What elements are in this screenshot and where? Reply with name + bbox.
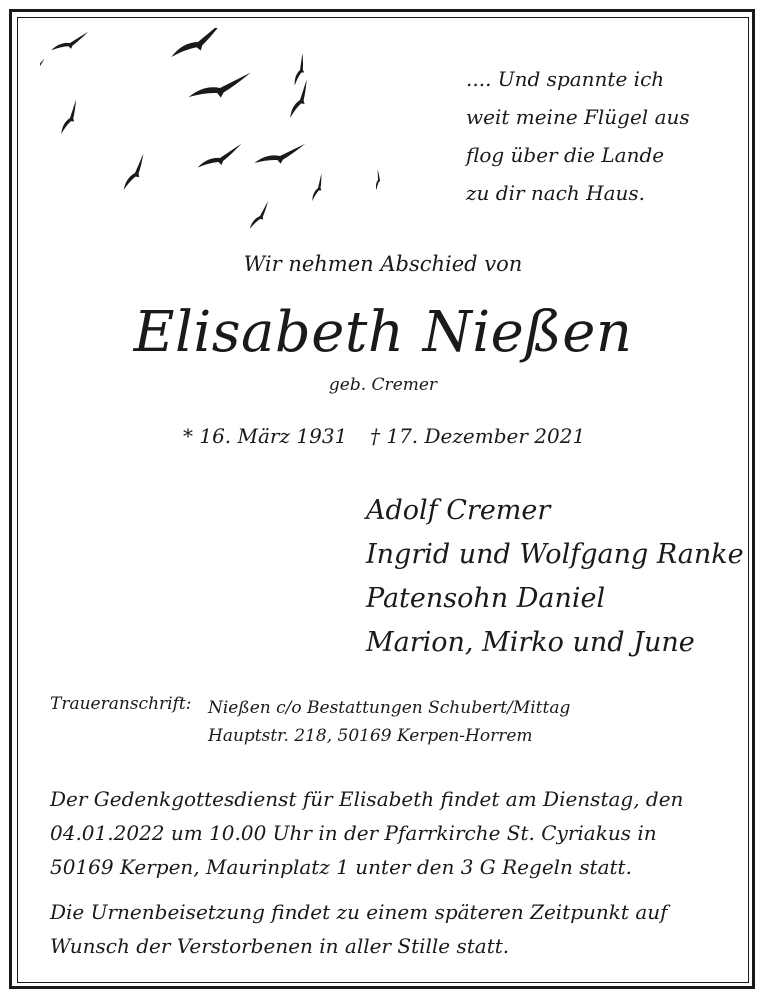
burial-line: Wunsch der Verstorbenen in aller Stille statt. <box>50 934 510 958</box>
poem-line: .... Und spannte ich <box>466 67 665 91</box>
bird-icon <box>305 173 329 202</box>
mourner-name: Marion, Mirko und June <box>366 627 695 658</box>
bird-icon <box>253 144 306 166</box>
bird-icon <box>281 80 317 120</box>
bird-icon <box>195 144 245 170</box>
poem <box>466 60 690 212</box>
mourner-name: Patensohn Daniel <box>366 583 606 614</box>
deceased-name: Elisabeth Nießen <box>133 300 633 365</box>
bird-icon <box>286 53 312 86</box>
mourners-list <box>366 489 744 665</box>
bird-icon <box>166 28 230 60</box>
bird-icon <box>40 58 51 88</box>
intro-text: Wir nehmen Abschied von <box>243 252 523 276</box>
service-line: Der Gedenkgottesdienst für Elisabeth findet am Dienstag, den <box>50 787 684 811</box>
mourning-address <box>208 694 570 750</box>
bird-icon <box>187 72 253 100</box>
mourner-name: Adolf Cremer <box>366 495 551 526</box>
birth-date: * 16. März 1931 <box>183 424 348 448</box>
bird-icon <box>53 100 86 136</box>
bird-icon <box>244 201 276 230</box>
flying-birds-illustration <box>40 28 380 238</box>
bird-icon <box>371 169 380 190</box>
poem-line: weit meine Flügel aus <box>466 105 690 129</box>
urn-burial-notice <box>50 895 668 963</box>
mourner-name: Ingrid und Wolfgang Ranke <box>366 539 744 570</box>
service-line: 04.01.2022 um 10.00 Uhr in der Pfarrkirche St. Cyriakus in <box>50 821 657 845</box>
poem-line: zu dir nach Haus. <box>466 181 646 205</box>
maiden-name: geb. Cremer <box>328 375 438 395</box>
bird-icon <box>40 147 47 180</box>
memorial-service-notice <box>50 782 683 884</box>
address-label: Traueranschrift: <box>50 694 192 714</box>
address-line: Nießen c/o Bestattungen Schubert/Mittag <box>208 698 571 718</box>
service-line: 50169 Kerpen, Maurinplatz 1 unter den 3 G Regeln statt. <box>50 855 632 879</box>
address-line: Hauptstr. 218, 50169 Kerpen-Horrem <box>208 726 533 746</box>
burial-line: Die Urnenbeisetzung findet zu einem späteren Zeitpunkt auf <box>50 900 668 924</box>
death-date: † 17. Dezember 2021 <box>370 424 586 448</box>
poem-line: flog über die Lande <box>466 143 665 167</box>
bird-icon <box>49 32 91 53</box>
bird-icon <box>115 153 153 191</box>
